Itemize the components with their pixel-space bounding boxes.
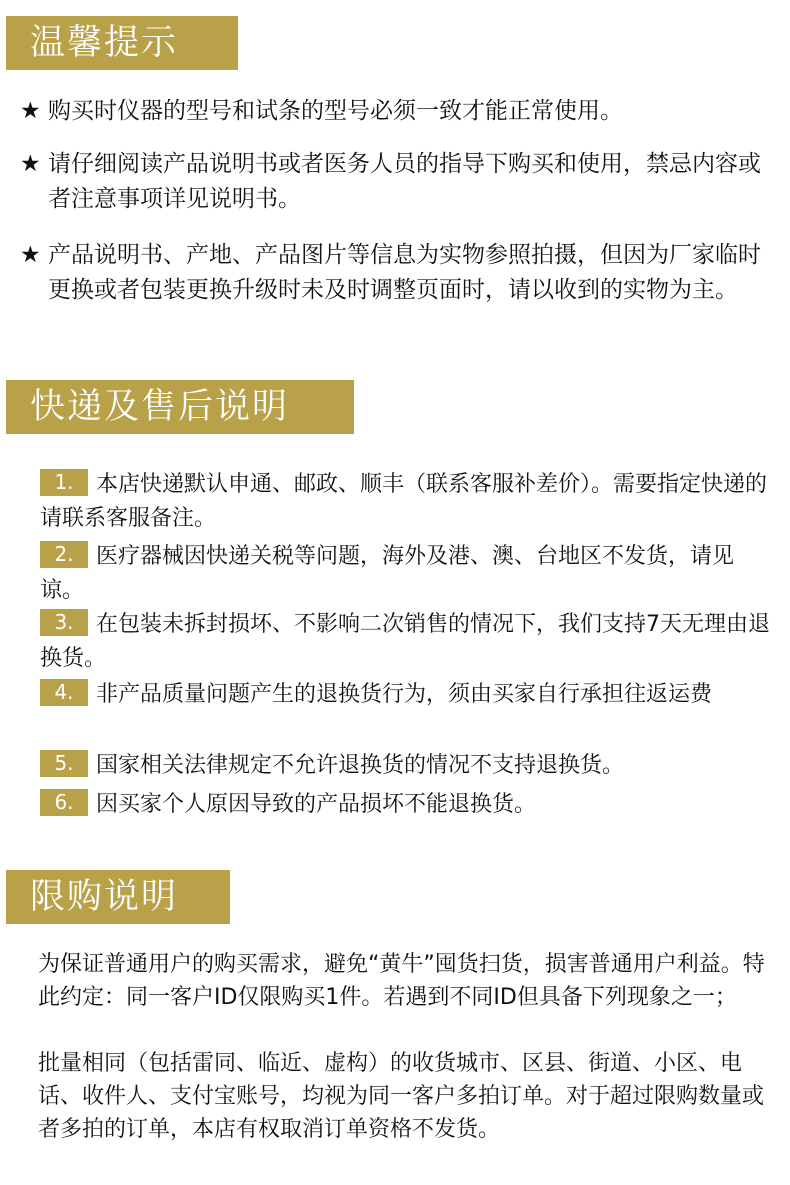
tips-item-1: [20, 94, 780, 129]
delivery-item-4: [40, 678, 770, 712]
star-icon: ★: [20, 242, 41, 268]
star-icon: ★: [20, 151, 41, 177]
delivery-item-text: 本店快递默认申通、邮政、顺丰（联系客服补差价）。需要指定快递的请联系客服备注。: [40, 472, 768, 531]
star-icon: ★: [20, 98, 41, 124]
tips-item-text: 购买时仪器的型号和试条的型号必须一致才能正常使用。: [48, 98, 623, 124]
number-badge: 2.: [40, 541, 88, 568]
number-badge: 3.: [40, 609, 88, 636]
limit-title: 限购说明: [30, 877, 179, 917]
tips-title: 温馨提示: [30, 23, 179, 63]
number-badge: 6.: [40, 789, 88, 816]
delivery-item-text: 医疗器械因快递关税等问题，海外及港、澳、台地区不发货，请见谅。: [40, 544, 735, 603]
number-badge: 5.: [40, 750, 88, 777]
delivery-item-text: 在包装未拆封损坏、不影响二次销售的情况下，我们支持7天无理由退换货。: [40, 612, 770, 671]
delivery-item-1: [40, 468, 770, 536]
tips-banner: [6, 16, 238, 70]
number-badge: 1.: [40, 469, 88, 496]
delivery-item-text: 国家相关法律规定不允许退换货的情况不支持退换货。: [96, 753, 625, 778]
delivery-item-text: 非产品质量问题产生的退换货行为，须由买家自行承担往返运费: [96, 682, 713, 707]
delivery-item-3: [40, 608, 770, 676]
tips-item-3: [20, 238, 780, 308]
tips-item-text: 产品说明书、产地、产品图片等信息为实物参照拍摄，但因为厂家临时更换或者包装更换升级时未及时调整页面时，请以收到的实物为主。: [48, 242, 761, 303]
number-badge: 4.: [40, 679, 88, 706]
delivery-item-5: [40, 749, 770, 783]
delivery-banner: [6, 380, 354, 434]
delivery-title: 快递及售后说明: [30, 387, 290, 427]
delivery-item-6: [40, 788, 770, 822]
limit-paragraph-1: 为保证普通用户的购买需求，避免“黄牛”囤货扫货，损害普通用户利益。特此约定：同一客户ID仅限购买1件。若遇到不同ID但具备下列现象之一；: [38, 952, 765, 1010]
limit-paragraph-2: 批量相同（包括雷同、临近、虚构）的收货城市、区县、街道、小区、电话、收件人、支付宝账号，均视为同一客户多拍订单。对于超过限购数量或者多拍的订单，本店有权取消订单资格不发货。: [38, 1051, 765, 1142]
tips-item-2: [20, 147, 780, 217]
delivery-item-2: [40, 540, 770, 608]
limit-banner: [6, 870, 230, 924]
delivery-item-text: 因买家个人原因导致的产品损坏不能退换货。: [96, 792, 537, 817]
tips-item-text: 请仔细阅读产品说明书或者医务人员的指导下购买和使用，禁忌内容或者注意事项详见说明书。: [48, 151, 761, 212]
